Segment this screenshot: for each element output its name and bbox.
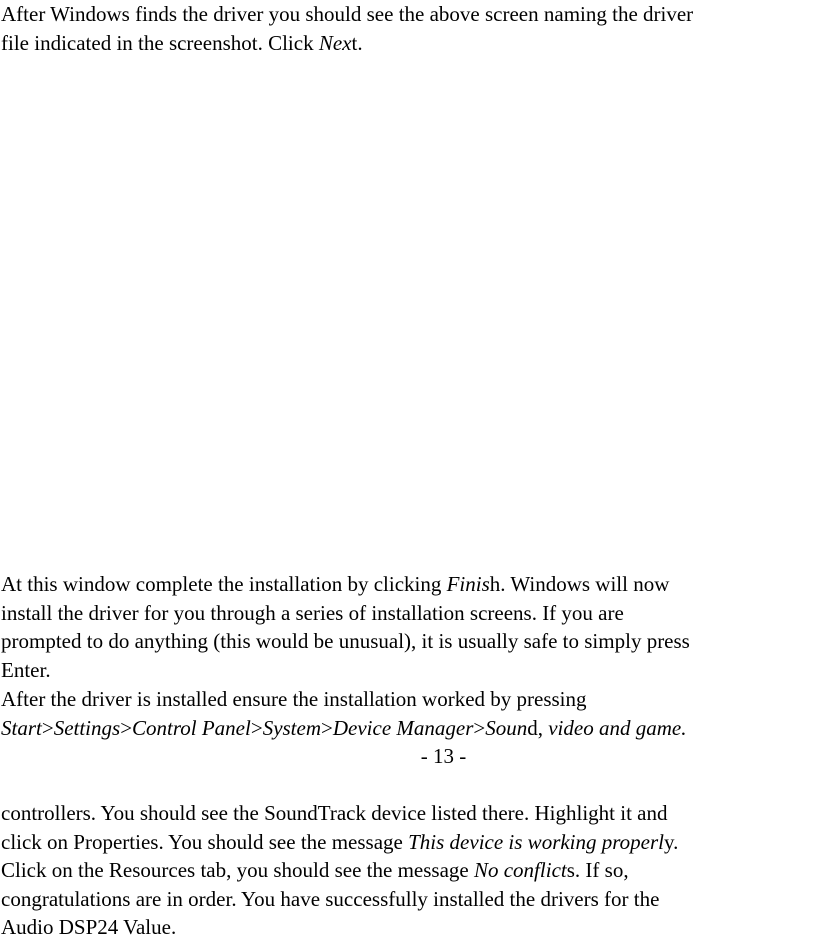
text-line bbox=[1, 828, 827, 857]
text: h. Windows will now bbox=[489, 572, 670, 596]
text: click on Properties. You should see the message bbox=[1, 829, 409, 854]
path-separator: > bbox=[250, 715, 263, 740]
text: prompted to do anything (this would be unusual), it is usually safe to simply press bbox=[1, 629, 690, 654]
text-line bbox=[1, 29, 827, 58]
next-emphasis: Nex bbox=[318, 30, 352, 55]
paragraph-verify-installation bbox=[1, 685, 827, 742]
text-line bbox=[1, 599, 827, 628]
text: y. bbox=[664, 829, 679, 854]
path-settings: Settings bbox=[53, 715, 121, 740]
path-separator: > bbox=[120, 715, 133, 740]
text: Click on the Resources tab, you should see the message bbox=[1, 858, 474, 883]
text: Enter. bbox=[1, 657, 51, 682]
text: controllers. You should see the SoundTrack device listed there. Highlight it and bbox=[1, 801, 668, 825]
text: d, bbox=[527, 715, 549, 740]
paragraph-finish-installation bbox=[1, 570, 827, 684]
path-device-manager: Device Manager bbox=[332, 715, 474, 740]
text-line bbox=[1, 799, 827, 828]
path-separator: > bbox=[41, 715, 54, 740]
text: After Windows finds the driver you should see the above screen naming the driver bbox=[1, 2, 694, 26]
text: After the driver is installed ensure the installation worked by pressing bbox=[1, 687, 587, 711]
text: At this window complete the installation by clicking bbox=[1, 572, 447, 596]
text-line bbox=[1, 0, 827, 29]
screenshot-placeholder-area bbox=[0, 58, 827, 568]
text-line bbox=[1, 627, 827, 656]
text-line bbox=[1, 570, 827, 599]
paragraph-driver-found bbox=[1, 0, 827, 57]
menu-path-line bbox=[1, 714, 827, 743]
finish-emphasis: Finis bbox=[446, 572, 490, 596]
text-line bbox=[1, 685, 827, 714]
page-number: - 13 - bbox=[420, 744, 467, 768]
text: congratulations are in order. You have successfully installed the drivers for the bbox=[1, 886, 660, 911]
no-conflicts-emphasis: No conflict bbox=[473, 858, 567, 883]
working-properly-emphasis: This device is working properl bbox=[408, 829, 664, 854]
text-line bbox=[1, 913, 827, 942]
text: t. bbox=[351, 30, 363, 55]
text: install the driver for you through a series of installation screens. If you are bbox=[1, 600, 624, 625]
text-line bbox=[1, 856, 827, 885]
path-sound: Soun bbox=[485, 715, 528, 740]
paragraph-device-check bbox=[1, 799, 827, 942]
path-start: Start bbox=[1, 715, 42, 740]
path-control-panel: Control Panel bbox=[132, 715, 251, 740]
text-line bbox=[1, 656, 827, 685]
text-line bbox=[1, 885, 827, 914]
text: s. If so, bbox=[566, 858, 629, 883]
path-separator: > bbox=[473, 715, 486, 740]
text: Audio DSP24 Value. bbox=[1, 915, 177, 940]
text: file indicated in the screenshot. Click bbox=[1, 30, 319, 55]
path-video-and-game: video and game. bbox=[548, 715, 687, 740]
path-separator: > bbox=[321, 715, 333, 740]
path-system: System bbox=[262, 715, 322, 740]
